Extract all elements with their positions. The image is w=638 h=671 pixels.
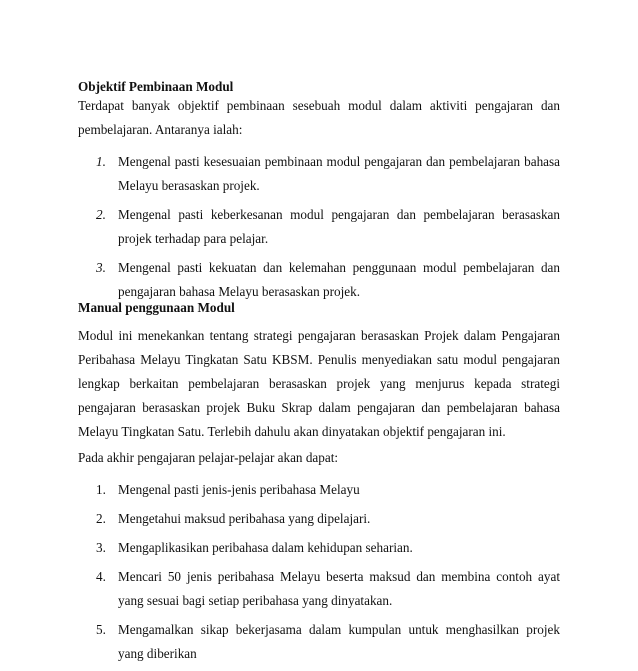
list-text: Mengamalkan sikap bekerjasama dalam kumpulan untuk menghasilkan projek yang diberikan — [118, 622, 560, 661]
outcome-list — [78, 478, 560, 671]
list-item — [78, 618, 560, 666]
list-item — [78, 565, 560, 613]
list-number: 1. — [96, 482, 106, 497]
section-heading-manual: Manual penggunaan Modul — [78, 300, 235, 315]
list-text: Mengenal pasti jenis-jenis peribahasa Melayu — [118, 482, 360, 497]
list-item — [78, 507, 560, 531]
list-text: Mengaplikasikan peribahasa dalam kehidupan seharian. — [118, 540, 413, 555]
list-number: 5. — [96, 622, 106, 637]
list-text: Mengenal pasti kekuatan dan kelemahan penggunaan modul pembelajaran dan pengajaran bahasa Melayu berasaskan projek. — [118, 260, 560, 299]
intro-paragraph: Terdapat banyak objektif pembinaan sesebuah modul dalam aktiviti pengajaran dan pembelajaran. Antaranya ialah: — [78, 98, 560, 137]
list-item — [78, 203, 560, 251]
section-heading-objektif: Objektif Pembinaan Modul — [78, 79, 234, 94]
list-text: Mengenal pasti kesesuaian pembinaan modul pengajaran dan pembelajaran bahasa Melayu berasaskan projek. — [118, 154, 560, 193]
list-text: Mengenal pasti keberkesanan modul pengajaran dan pembelajaran berasaskan projek terhadap para pelajar. — [118, 207, 560, 246]
list-item — [78, 478, 560, 502]
list-number: 4. — [96, 569, 106, 584]
list-text: Mencari 50 jenis peribahasa Melayu beserta maksud dan membina contoh ayat yang sesuai bagi setiap peribahasa yang dinyatakan. — [118, 569, 560, 608]
list-number: 2. — [96, 511, 106, 526]
list-number: 1. — [96, 154, 106, 169]
lead-sentence: Pada akhir pengajaran pelajar-pelajar akan dapat: — [78, 450, 339, 465]
manual-paragraph: Modul ini menekankan tentang strategi pengajaran berasaskan Projek dalam Pengajaran Peribahasa Melayu Tingkatan Satu KBSM. Penulis menyediakan satu modul pengajaran lengkap berkaitan pembelajaran berasaskan projek yang menjurus kepada strategi pengajaran berasaskan projek Buku Skrap dalam pengajaran dan pembelajaran bahasa Melayu Tingkatan Satu. Terlebih dahulu akan dinyatakan objektif pengajaran ini. — [78, 328, 560, 439]
list-item — [78, 150, 560, 198]
list-item — [78, 536, 560, 560]
list-item — [78, 256, 560, 304]
list-number: 3. — [96, 260, 106, 275]
list-number: 2. — [96, 207, 106, 222]
list-number: 3. — [96, 540, 106, 555]
list-text: Mengetahui maksud peribahasa yang dipelajari. — [118, 511, 371, 526]
objective-list — [78, 150, 560, 309]
